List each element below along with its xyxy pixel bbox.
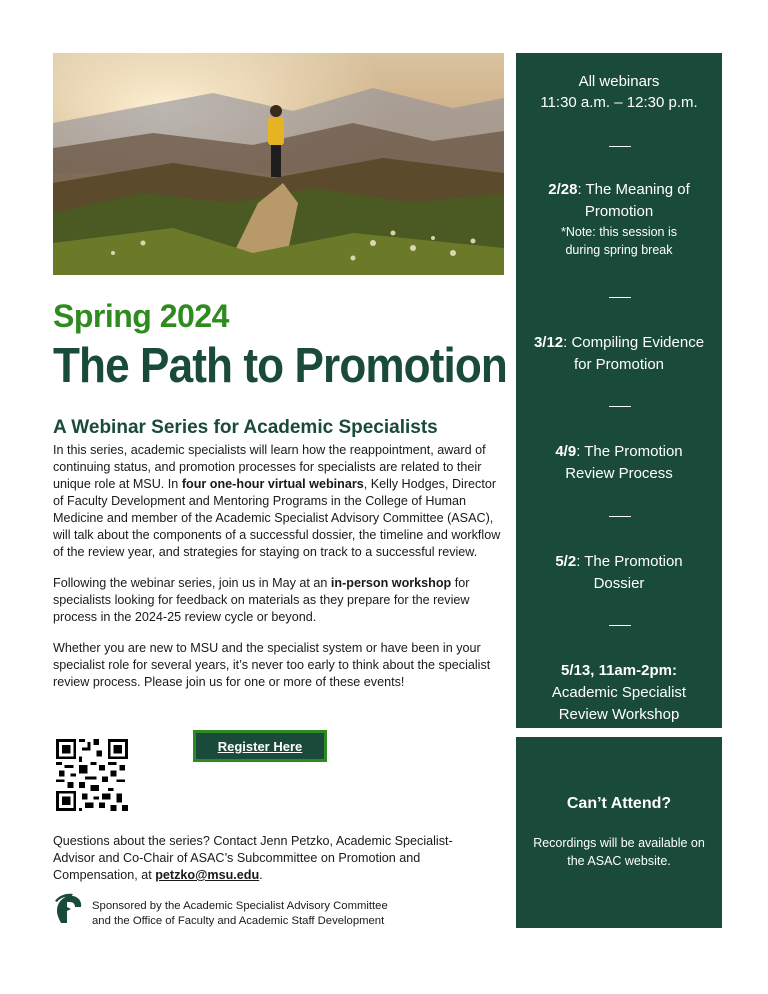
- register-button[interactable]: Register Here: [193, 730, 327, 762]
- mountain-hiker-photo: [53, 53, 504, 275]
- divider: [609, 146, 631, 147]
- session-4: 5/2: The Promotion Dossier: [555, 553, 683, 592]
- sponsor-text: Sponsored by the Academic Specialist Advisory Committee and the Office of Faculty and Academic Staff Development: [92, 900, 388, 927]
- body-text: [53, 442, 505, 705]
- schedule-sidebar: [516, 53, 722, 728]
- season-label: Spring 2024: [53, 298, 229, 334]
- page-title: The Path to Promotion: [53, 339, 507, 393]
- cant-attend-box: [516, 737, 722, 928]
- hero-image: [53, 53, 504, 275]
- divider: [609, 625, 631, 626]
- divider: [609, 406, 631, 407]
- recordings-note: Recordings will be available on the ASAC website.: [533, 836, 705, 868]
- session-5: 5/13, 11am-2pm: Academic Specialist Review Workshop: [551, 662, 687, 723]
- divider: [609, 516, 631, 517]
- divider: [609, 297, 631, 298]
- cant-attend-heading: Can’t Attend?: [566, 795, 672, 812]
- session-3: 4/9: The Promotion Review Process: [555, 443, 683, 482]
- subtitle: A Webinar Series for Academic Specialists: [53, 417, 438, 438]
- spartan-helmet-icon: [53, 893, 83, 925]
- questions-text: Questions about the series? Contact Jenn Petzko, Academic Specialist-Advisor and Co-Chair of ASAC’s Subcommittee on Promotion and Compensation, at petzko@msu.edu.: [53, 834, 453, 882]
- session-1: 2/28: The Meaning of Promotion *Note: this session is during spring break: [548, 181, 690, 257]
- paragraph-1: In this series, academic specialists will learn how the reappointment, award of continuing status, and promotion processes for specialists are related to their unique role at MSU. In four one-hour virtual webinars, Kelly Hodges, Director of Faculty Development and Mentoring Programs in the College of Human Medicine and member of the Academic Specialist Advisory Committee (ASAC), will talk about the components of a successful dossier, the timeline and workflow of the review year, and strategies for staying on track to a successful review.: [53, 443, 501, 559]
- paragraph-3: Whether you are new to MSU and the specialist system or have been in your specialist role for several years, it’s never too early to think about the specialist review process. Please join us for one or more of these events!: [53, 641, 491, 689]
- schedule-time: All webinars 11:30 a.m. – 12:30 p.m.: [540, 73, 698, 111]
- qr-code-icon[interactable]: [56, 739, 128, 811]
- email-link[interactable]: petzko@msu.edu: [155, 868, 260, 882]
- paragraph-2: Following the webinar series, join us in May at an in-person workshop for specialists looking for feedback on materials as they prepare for the review process in the 2024-25 review cycle or beyond.: [53, 576, 470, 624]
- session-2: 3/12: Compiling Evidence for Promotion: [533, 334, 705, 373]
